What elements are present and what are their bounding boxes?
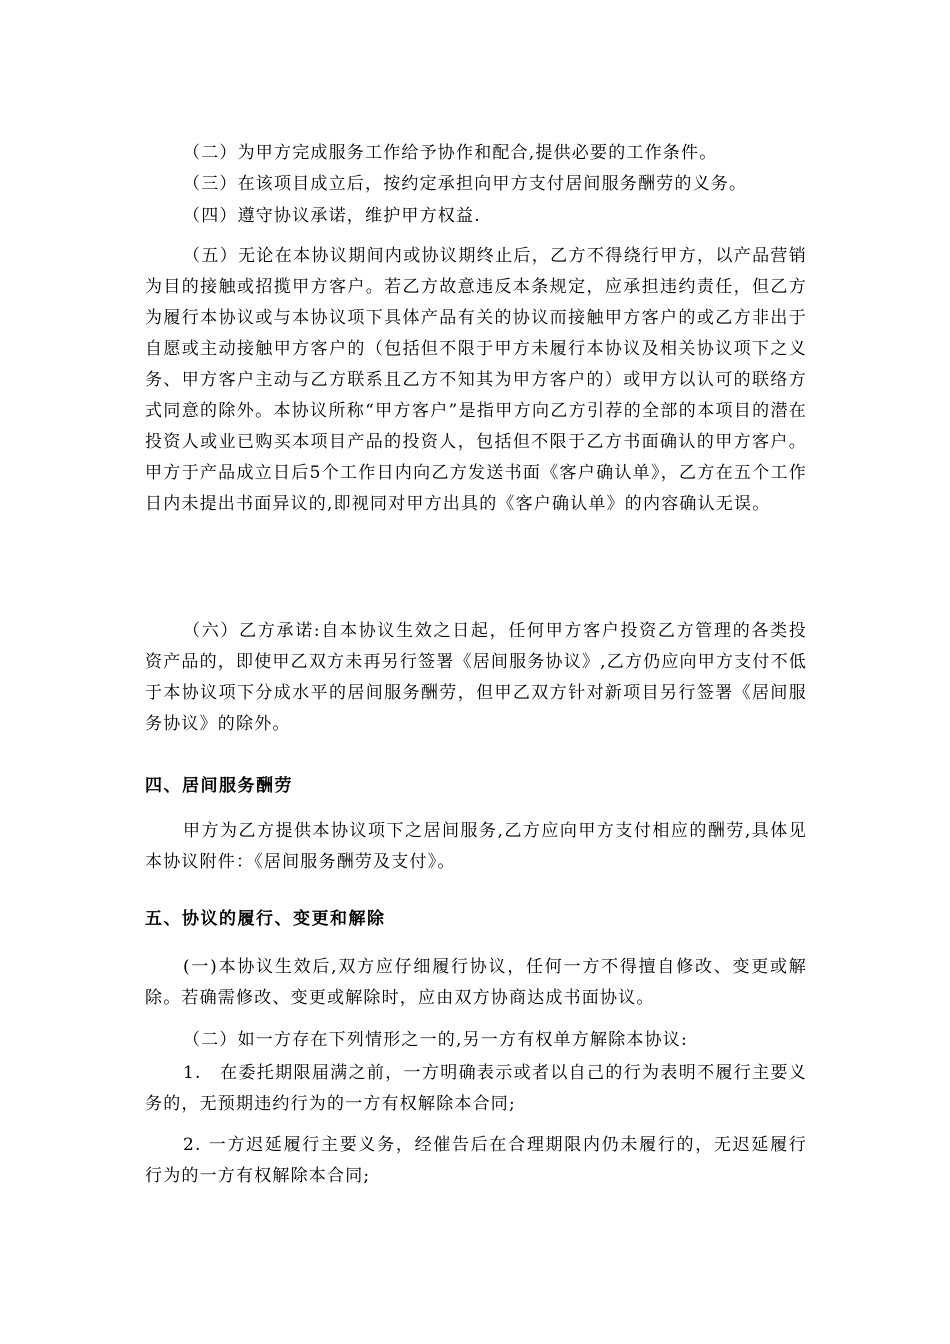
paragraph-obligation-2: （二）为甲方完成服务工作给予协作和配合,提供必要的工作条件。	[183, 143, 718, 163]
paragraph-obligation-5: （五）无论在本协议期间内或协议期终止后，乙方不得绕行甲方，以产品营销为目的接触或招揽甲方客户。若乙方故意违反本条规定，应承担违约责任，但乙方为履行本协议或与本协议项下具体产品有关的协议而接触甲方客户的或乙方非出于自愿或主动接触甲方客户的（包括但不限于甲方未履行本协议及相关协议项下之义务、甲方客户主动与乙方联系且乙方不知其为甲方客户的）或甲方以认可的联络方式同意的除外。本协议所称“甲方客户”是指甲方向乙方引荐的全部的本项目的潜在投资人或业已购买本项目产品的投资人，包括但不限于乙方书面确认的甲方客户。甲方于产品成立日后5个工作日内向乙方发送书面《客户确认单》，乙方在五个工作日内未提出书面异议的,即视同对甲方出具的《客户确认单》的内容确认无误。	[145, 246, 807, 514]
list-item-2: 2. 一方迟延履行主要义务，经催告后在合理期限内仍未履行的，无迟延履行行为的一方有权解除本合同;	[145, 1135, 807, 1186]
list-item-1: 1. 在委托期限届满之前，一方明确表示或者以自己的行为表明不履行主要义务的，无预期违约行为的一方有权解除本合同;	[145, 1063, 807, 1114]
paragraph-performance-1: (一)本协议生效后,双方应仔细履行协议，任何一方不得擅自修改、变更或解除。若确需修改、变更或解除时，应由双方协商达成书面协议。	[145, 957, 807, 1008]
paragraph-obligation-6: （六）乙方承诺:自本协议生效之日起，任何甲方客户投资乙方管理的各类投资产品的，即使甲乙双方未再另行签署《居间服务协议》,乙方仍应向甲方支付不低于本协议项下分成水平的居间服务酬劳，但甲乙双方针对新项目另行签署《居间服务协议》的除外。	[145, 621, 807, 734]
paragraph-performance-2: （二）如一方存在下列情形之一的,另一方有权单方解除本协议:	[183, 1030, 688, 1050]
paragraph-obligation-3: （三）在该项目成立后，按约定承担向甲方支付居间服务酬劳的义务。	[183, 174, 748, 194]
section-heading-4: 四、居间服务酬劳	[145, 776, 293, 796]
section-heading-5: 五、协议的履行、变更和解除	[145, 909, 386, 929]
paragraph-remuneration: 甲方为乙方提供本协议项下之居间服务,乙方应向甲方支付相应的酬劳,具体见本协议附件：《居间服务酬劳及支付》。	[145, 821, 807, 872]
paragraph-obligation-4: （四）遵守协议承诺，维护甲方权益.	[183, 206, 481, 226]
